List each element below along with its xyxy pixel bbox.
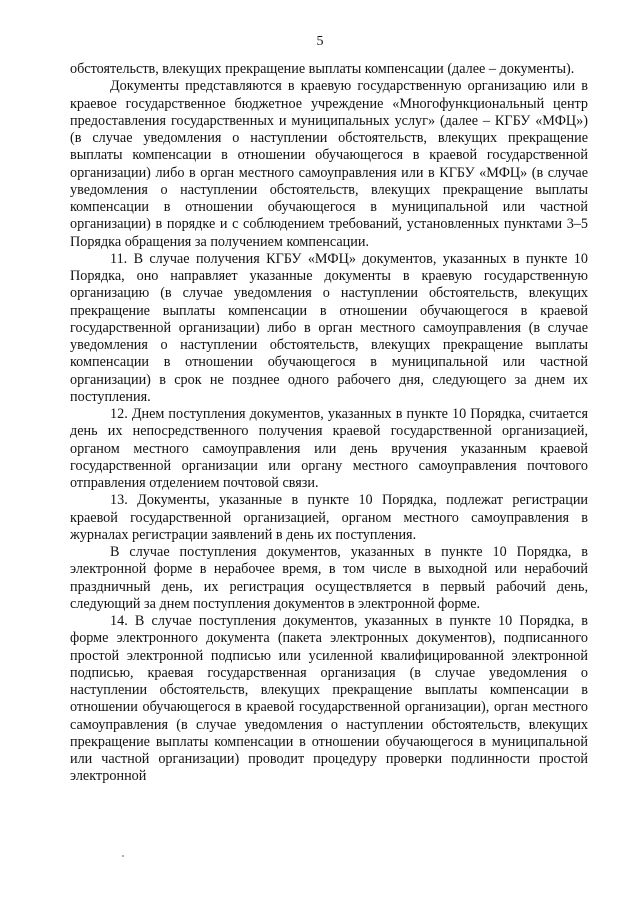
paragraph-item-11: 11. В случае получения КГБУ «МФЦ» документов, указанных в пункте 10 Порядка, оно направляет указанные документы в краевую государственную организацию (в случае уведомления о наступлении обстоятельств, влекущих прекращение выплаты компенсации в отношении обучающегося в краевой государственной организации) либо в орган местного самоуправления (в случае уведомления о наступлении обстоятельств, влекущих прекращение выплаты компенсации в отношении обучающегося в муниципальной или частной организации) в срок не позднее одного рабочего дня, следующего за днем их поступления.	[70, 250, 588, 405]
page-number: 5	[316, 34, 324, 49]
paragraph-item-12: 12. Днем поступления документов, указанных в пункте 10 Порядка, считается день их непосредственного получения краевой государственной организацией, органом местного самоуправления или день вручения указанным краевой государственной организации или органу местного самоуправления почтового отправления отделением почтовой связи.	[70, 406, 588, 491]
paragraph-documents-submission: Документы представляются в краевую государственную организацию или в краевое государственное бюджетное учреждение «Многофункциональный центр предоставления государственных и муниципальных услуг» (далее – КГБУ «МФЦ») (в случае уведомления о наступлении обстоятельств, влекущих прекращение выплаты компенсации в отношении обучающегося в краевой государственной организации) либо в орган местного самоуправления или в КГБУ «МФЦ» (в случае уведомления о наступлении обстоятельств, влекущих прекращение выплаты компенсации в отношении обучающегося в муниципальной или частной организации) в порядке и с соблюдением требований, установленных пунктами 3–5 Порядка обращения за получением компенсации.	[70, 78, 588, 250]
paragraph-electronic-registration: В случае поступления документов, указанных в пункте 10 Порядка, в электронной форме в нерабочее время, в том числе в выходной или нерабочий праздничный день, их регистрация осуществляется в первый рабочий день, следующий за днем поступления документов в электронной форме.	[70, 544, 588, 612]
document-body	[70, 61, 588, 786]
paragraph-item-14: 14. В случае поступления документов, указанных в пункте 10 Порядка, в форме электронного документа (пакета электронных документов), подписанного простой электронной подписью или усиленной квалифицированной электронной подписью, краевая государственная организация (в случае уведомления о наступлении обстоятельств, влекущих прекращение выплаты компенсации в отношении обучающегося в краевой государственной организации), орган местного самоуправления (в случае уведомления о наступлении обстоятельств, влекущих прекращение выплаты компенсации в отношении обучающегося в муниципальной или частной организации) проводит процедуру проверки подлинности простой электронной	[70, 613, 588, 785]
scan-speck	[122, 855, 124, 857]
paragraph-continuation: обстоятельств, влекущих прекращение выплаты компенсации (далее – документы).	[70, 61, 575, 77]
paragraph-item-13: 13. Документы, указанные в пункте 10 Порядка, подлежат регистрации краевой государственной организацией, органом местного самоуправления в журналах регистрации заявлений в день их поступления.	[70, 492, 588, 543]
